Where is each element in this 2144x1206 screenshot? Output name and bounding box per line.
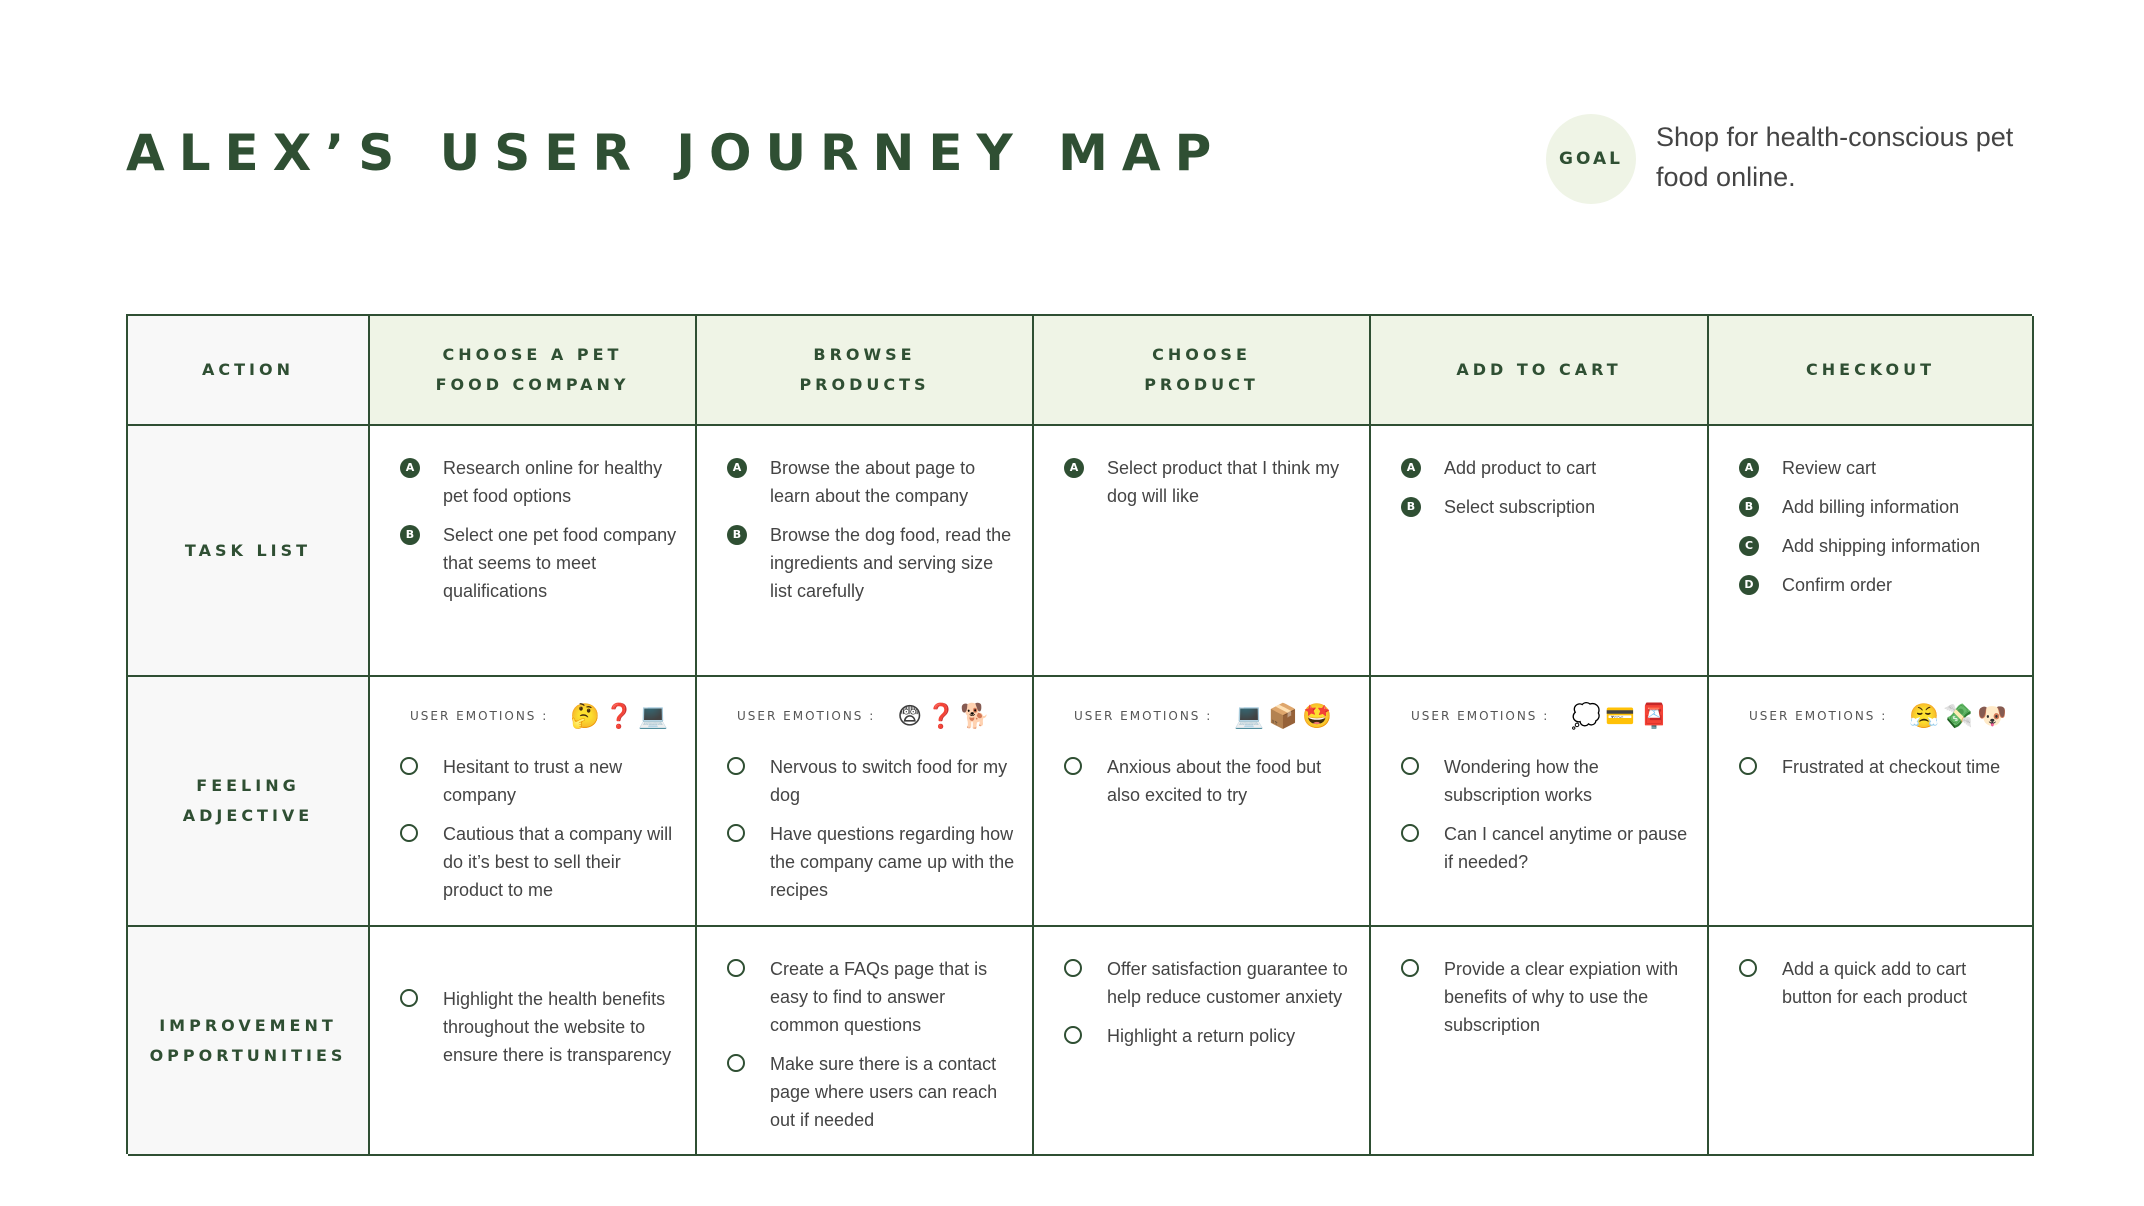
- circle-icon: [1401, 959, 1419, 977]
- emotion-emoji: 💻: [1234, 702, 1265, 730]
- feeling-text: Can I cancel anytime or pause if needed?: [1444, 824, 1688, 872]
- circle-icon: [400, 757, 418, 775]
- goal-text: Shop for health-conscious pet food online.: [1656, 122, 2014, 192]
- task-text: Add product to cart: [1444, 458, 1597, 478]
- emotion-emoji: 😤: [1909, 702, 1940, 730]
- opportunity-item: [727, 1050, 1016, 1134]
- step-badge: D: [1739, 575, 1759, 595]
- task-text: Research online for healthy pet food options: [443, 458, 663, 506]
- feeling-text: Have questions regarding how the company came up with the recipes: [770, 824, 1015, 900]
- opportunity-text: Make sure there is a contact page where users can reach out if needed: [770, 1054, 998, 1130]
- circle-icon: [1401, 824, 1419, 842]
- emotions-label: USER EMOTIONS :: [737, 709, 876, 723]
- step-badge: A: [1401, 458, 1421, 478]
- feeling-item: [1401, 820, 1691, 876]
- task-item: [1064, 454, 1353, 510]
- circle-icon: [1401, 757, 1419, 775]
- feeling-text: Hesitant to trust a new company: [443, 757, 623, 805]
- opportunity-text: Offer satisfaction guarantee to help reduce customer anxiety: [1107, 959, 1348, 1007]
- task-item: [1739, 493, 2016, 521]
- feeling-cell: [1709, 677, 2034, 927]
- circle-icon: [1064, 959, 1082, 977]
- task-item: [1401, 454, 1691, 482]
- circle-icon: [1739, 757, 1757, 775]
- task-item: [1739, 532, 2016, 560]
- opportunity-cell: [370, 927, 697, 1156]
- user-emotions: [1709, 687, 2032, 733]
- step-badge: C: [1739, 536, 1759, 556]
- step-badge: A: [1739, 458, 1759, 478]
- row-header-task-list: TASK LIST: [128, 426, 370, 677]
- feeling-item: [727, 820, 1016, 904]
- emotion-emoji: 😨: [897, 702, 923, 730]
- stage-header: CHOOSE PRODUCT: [1034, 316, 1371, 426]
- stage-header: CHOOSE A PET FOOD COMPANY: [370, 316, 697, 426]
- emotion-emoji: 💸: [1943, 702, 1974, 730]
- circle-icon: [1739, 959, 1757, 977]
- opportunity-cell: [1371, 927, 1709, 1156]
- circle-icon: [400, 989, 418, 1007]
- feeling-cell: [370, 677, 697, 927]
- circle-icon: [1064, 757, 1082, 775]
- feeling-text: Nervous to switch food for my dog: [770, 757, 1008, 805]
- task-text: Select subscription: [1444, 497, 1596, 517]
- feeling-item: [1064, 753, 1353, 809]
- emotion-emoji: 🐕: [960, 702, 991, 730]
- emotions-label: USER EMOTIONS :: [1074, 709, 1213, 723]
- emotions-label: USER EMOTIONS :: [1411, 709, 1550, 723]
- circle-icon: [727, 1054, 745, 1072]
- circle-icon: [727, 757, 745, 775]
- page-title: ALEX’S USER JOURNEY MAP: [126, 124, 1226, 182]
- opportunity-item: [1064, 955, 1353, 1011]
- feeling-text: Frustrated at checkout time: [1782, 757, 2001, 777]
- opportunity-item: [1064, 1022, 1353, 1050]
- task-cell: [697, 426, 1034, 677]
- emotion-emoji: ❓: [926, 702, 957, 730]
- emotion-emoji: 🐶: [1977, 702, 2007, 730]
- stage-header: BROWSE PRODUCTS: [697, 316, 1034, 426]
- feeling-item: [727, 753, 1016, 809]
- user-emotions: [1034, 687, 1369, 733]
- circle-icon: [400, 824, 418, 842]
- opportunity-text: Add a quick add to cart button for each product: [1782, 959, 1968, 1007]
- emotion-emoji: 💭: [1571, 702, 1602, 730]
- step-badge: B: [1739, 497, 1759, 517]
- task-text: Add billing information: [1782, 497, 1960, 517]
- task-text: Add shipping information: [1782, 536, 1981, 556]
- feeling-cell: [1371, 677, 1709, 927]
- stage-header: CHECKOUT: [1709, 316, 2034, 426]
- task-text: Select product that I think my dog will like: [1107, 458, 1340, 506]
- task-cell: [1709, 426, 2034, 677]
- feeling-item: [400, 753, 679, 809]
- journey-map-grid: [126, 314, 2032, 1154]
- opportunity-text: Highlight a return policy: [1107, 1026, 1296, 1046]
- feeling-cell: [1034, 677, 1371, 927]
- feeling-text: Wondering how the subscription works: [1444, 757, 1599, 805]
- emotion-emoji: 📦: [1268, 702, 1299, 730]
- opportunity-item: [1401, 955, 1691, 1039]
- emotions-label: USER EMOTIONS :: [410, 709, 549, 723]
- task-text: Browse the dog food, read the ingredients and serving size list carefully: [770, 525, 1012, 601]
- opportunity-cell: [697, 927, 1034, 1156]
- row-header-action: ACTION: [128, 316, 370, 426]
- task-cell: [370, 426, 697, 677]
- emotion-emoji: 📮: [1639, 702, 1669, 730]
- feeling-item: [400, 820, 679, 904]
- step-badge: A: [727, 458, 747, 478]
- task-item: [400, 521, 679, 605]
- task-cell: [1034, 426, 1371, 677]
- opportunity-cell: [1709, 927, 2034, 1156]
- task-text: Confirm order: [1782, 575, 1893, 595]
- stage-header: ADD TO CART: [1371, 316, 1709, 426]
- opportunity-text: Provide a clear expiation with benefits of why to use the subscription: [1444, 959, 1679, 1035]
- task-item: [727, 454, 1016, 510]
- task-text: Browse the about page to learn about the company: [770, 458, 976, 506]
- circle-icon: [727, 959, 745, 977]
- task-text: Select one pet food company that seems to meet qualifications: [443, 525, 677, 601]
- opportunity-text: Create a FAQs page that is easy to find to answer common questions: [770, 959, 988, 1035]
- task-item: [400, 454, 679, 510]
- opportunity-item: [400, 985, 679, 1069]
- opportunity-item: [727, 955, 1016, 1039]
- task-text: Review cart: [1782, 458, 1877, 478]
- user-emotions: [1371, 687, 1707, 733]
- emotion-emoji: 💻: [638, 702, 668, 730]
- task-item: [1739, 454, 2016, 482]
- opportunity-cell: [1034, 927, 1371, 1156]
- task-item: [727, 521, 1016, 605]
- emotion-emoji: 🤔: [570, 702, 601, 730]
- step-badge: A: [1064, 458, 1084, 478]
- row-header-improvement: IMPROVEMENT OPPORTUNITIES: [128, 927, 370, 1156]
- user-emotions: [370, 687, 695, 733]
- feeling-cell: [697, 677, 1034, 927]
- goal-badge: GOAL: [1546, 114, 1636, 204]
- emotions-label: USER EMOTIONS :: [1749, 709, 1888, 723]
- feeling-item: [1401, 753, 1691, 809]
- step-badge: A: [400, 458, 420, 478]
- row-header-feeling: FEELING ADJECTIVE: [128, 677, 370, 927]
- user-emotions: [697, 687, 1032, 733]
- circle-icon: [1064, 1026, 1082, 1044]
- step-badge: B: [400, 525, 420, 545]
- emotion-emoji: 💳: [1605, 702, 1636, 730]
- feeling-text: Anxious about the food but also excited to try: [1107, 757, 1322, 805]
- opportunity-item: [1739, 955, 2016, 1011]
- task-item: [1401, 493, 1691, 521]
- feeling-item: [1739, 753, 2016, 781]
- emotion-emoji: ❓: [604, 702, 635, 730]
- emotion-emoji: 🤩: [1302, 702, 1332, 730]
- step-badge: B: [1401, 497, 1421, 517]
- task-item: [1739, 571, 2016, 599]
- circle-icon: [727, 824, 745, 842]
- opportunity-text: Highlight the health benefits throughout the website to ensure there is transparency: [443, 989, 672, 1065]
- task-cell: [1371, 426, 1709, 677]
- feeling-text: Cautious that a company will do it’s best to sell their product to me: [443, 824, 673, 900]
- step-badge: B: [727, 525, 747, 545]
